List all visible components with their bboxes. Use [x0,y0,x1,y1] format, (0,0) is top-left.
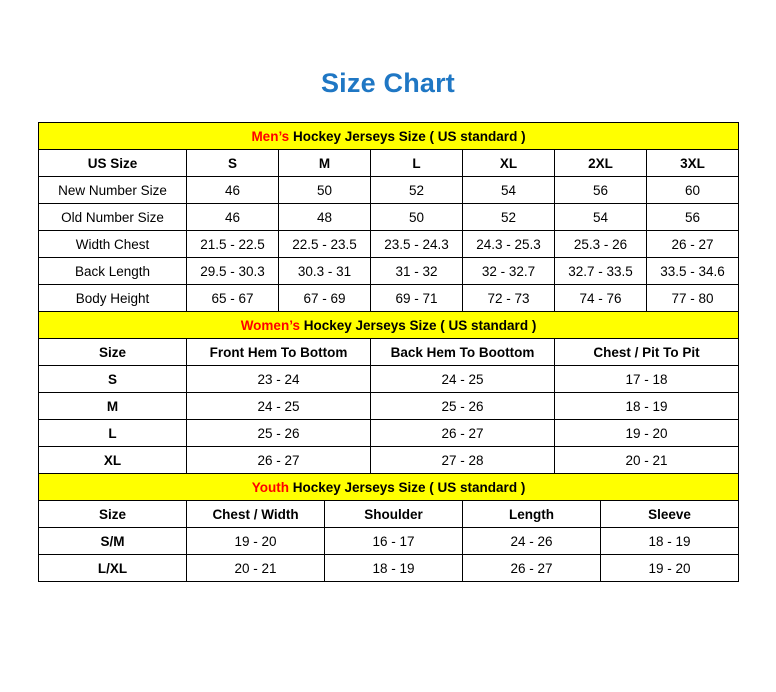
womens-row-1-cell-1: 25 - 26 [371,393,555,420]
mens-row-0-cell-3: 54 [463,177,555,204]
table-row [39,177,739,204]
youth-band [39,474,739,501]
table-header-row [39,339,739,366]
youth-band-accent: Youth [251,479,289,495]
mens-header-cell-0: US Size [39,150,187,177]
womens-header-cell-2: Back Hem To Boottom [371,339,555,366]
mens-row-1-cell-0: 46 [187,204,279,231]
mens-row-0-cell-2: 52 [371,177,463,204]
youth-header-cell-4: Sleeve [601,501,739,528]
table-header-row [39,150,739,177]
mens-row-1-cell-1: 48 [279,204,371,231]
mens-row-1-cell-3: 52 [463,204,555,231]
youth-row-0-cell-1: 16 - 17 [325,528,463,555]
mens-band [39,123,739,150]
table-row [39,528,739,555]
mens-row-2-cell-5: 26 - 27 [647,231,739,258]
table-row [39,366,739,393]
mens-row-4-cell-2: 69 - 71 [371,285,463,312]
womens-row-3-label: XL [39,447,187,474]
mens-header-cell-5: 2XL [555,150,647,177]
mens-header-cell-2: M [279,150,371,177]
mens-band-accent: Men’s [251,128,290,144]
mens-size-table [38,122,739,312]
mens-row-2-label: Width Chest [39,231,187,258]
mens-row-4-cell-3: 72 - 73 [463,285,555,312]
mens-row-3-cell-5: 33.5 - 34.6 [647,258,739,285]
mens-row-0-cell-5: 60 [647,177,739,204]
table-row [39,204,739,231]
mens-row-4-cell-4: 74 - 76 [555,285,647,312]
mens-row-2-cell-3: 24.3 - 25.3 [463,231,555,258]
mens-row-2-cell-0: 21.5 - 22.5 [187,231,279,258]
table-row [39,393,739,420]
youth-header-cell-0: Size [39,501,187,528]
womens-row-3-cell-0: 26 - 27 [187,447,371,474]
mens-row-3-label: Back Length [39,258,187,285]
page-title: Size Chart [320,68,456,98]
womens-row-0-label: S [39,366,187,393]
youth-row-0-label: S/M [39,528,187,555]
womens-row-2-cell-2: 19 - 20 [555,420,739,447]
mens-row-4-cell-0: 65 - 67 [187,285,279,312]
womens-band-rest: Hockey Jerseys Size ( US standard ) [299,317,537,333]
mens-header-cell-3: L [371,150,463,177]
womens-header-cell-3: Chest / Pit To Pit [555,339,739,366]
mens-header-cell-6: 3XL [647,150,739,177]
womens-row-2-label: L [39,420,187,447]
youth-row-0-cell-2: 24 - 26 [463,528,601,555]
youth-band-rest: Hockey Jerseys Size ( US standard ) [288,479,526,495]
mens-row-3-cell-0: 29.5 - 30.3 [187,258,279,285]
table-row [39,231,739,258]
womens-header-cell-0: Size [39,339,187,366]
mens-row-0-label: New Number Size [39,177,187,204]
youth-header-cell-3: Length [463,501,601,528]
mens-row-3-cell-1: 30.3 - 31 [279,258,371,285]
womens-header-cell-1: Front Hem To Bottom [187,339,371,366]
size-chart-tables [38,122,738,582]
mens-row-0-cell-0: 46 [187,177,279,204]
mens-header-cell-1: S [187,150,279,177]
mens-row-2-cell-4: 25.3 - 26 [555,231,647,258]
mens-row-1-cell-4: 54 [555,204,647,231]
mens-row-2-cell-1: 22.5 - 23.5 [279,231,371,258]
womens-row-3-cell-2: 20 - 21 [555,447,739,474]
youth-row-1-label: L/XL [39,555,187,582]
youth-size-table [38,473,739,582]
womens-row-2-cell-1: 26 - 27 [371,420,555,447]
mens-row-1-label: Old Number Size [39,204,187,231]
womens-row-1-label: M [39,393,187,420]
womens-row-0-cell-0: 23 - 24 [187,366,371,393]
womens-row-1-cell-2: 18 - 19 [555,393,739,420]
youth-row-1-cell-2: 26 - 27 [463,555,601,582]
table-band-row [39,474,739,501]
womens-row-0-cell-1: 24 - 25 [371,366,555,393]
youth-row-1-cell-0: 20 - 21 [187,555,325,582]
mens-row-4-cell-5: 77 - 80 [647,285,739,312]
youth-row-1-cell-1: 18 - 19 [325,555,463,582]
mens-row-0-cell-1: 50 [279,177,371,204]
womens-size-table [38,311,739,474]
mens-row-4-cell-1: 67 - 69 [279,285,371,312]
table-row [39,555,739,582]
womens-band [39,312,739,339]
mens-row-4-label: Body Height [39,285,187,312]
mens-row-0-cell-4: 56 [555,177,647,204]
mens-row-3-cell-2: 31 - 32 [371,258,463,285]
mens-row-1-cell-5: 56 [647,204,739,231]
womens-band-accent: Women’s [240,317,300,333]
table-row [39,447,739,474]
youth-row-0-cell-3: 18 - 19 [601,528,739,555]
mens-row-1-cell-2: 50 [371,204,463,231]
womens-row-0-cell-2: 17 - 18 [555,366,739,393]
table-row [39,420,739,447]
youth-row-0-cell-0: 19 - 20 [187,528,325,555]
mens-band-rest: Hockey Jerseys Size ( US standard ) [289,128,526,144]
womens-row-3-cell-1: 27 - 28 [371,447,555,474]
mens-row-3-cell-4: 32.7 - 33.5 [555,258,647,285]
table-band-row [39,123,739,150]
mens-row-3-cell-3: 32 - 32.7 [463,258,555,285]
table-header-row [39,501,739,528]
womens-row-1-cell-0: 24 - 25 [187,393,371,420]
table-row [39,258,739,285]
youth-header-cell-2: Shoulder [325,501,463,528]
table-row [39,285,739,312]
table-band-row [39,312,739,339]
womens-row-2-cell-0: 25 - 26 [187,420,371,447]
youth-row-1-cell-3: 19 - 20 [601,555,739,582]
mens-row-2-cell-2: 23.5 - 24.3 [371,231,463,258]
youth-header-cell-1: Chest / Width [187,501,325,528]
mens-header-cell-4: XL [463,150,555,177]
